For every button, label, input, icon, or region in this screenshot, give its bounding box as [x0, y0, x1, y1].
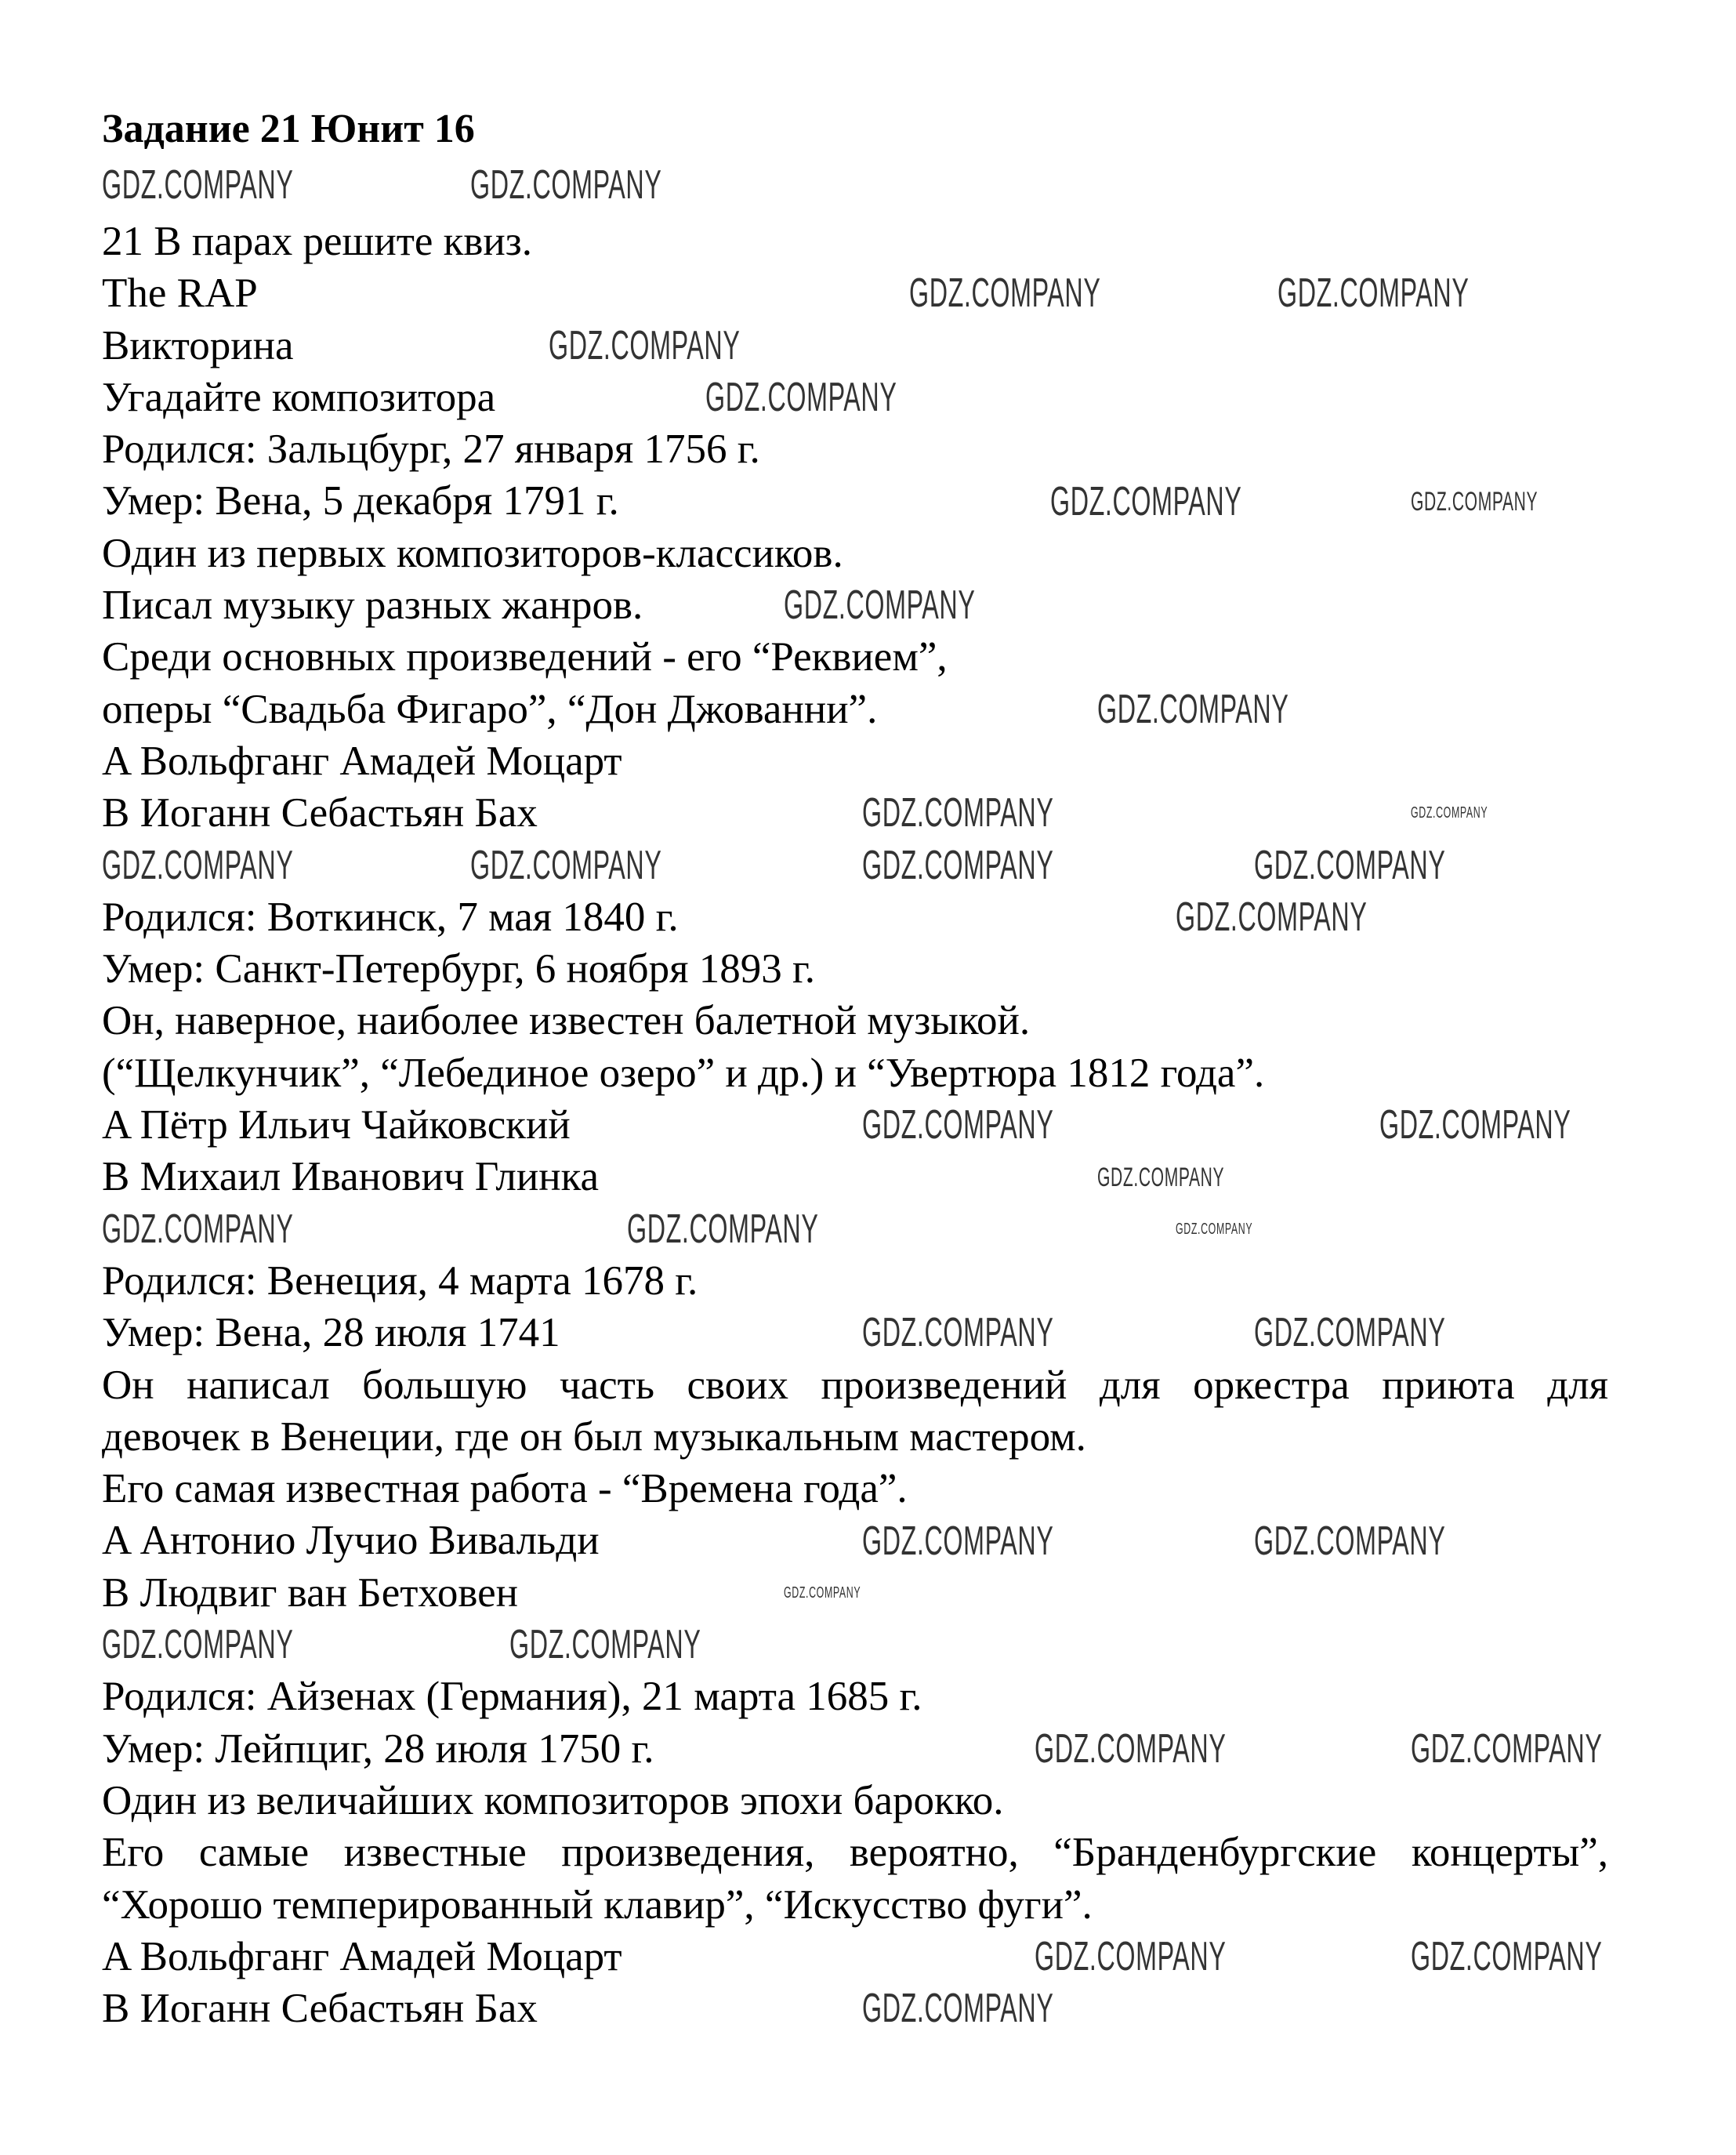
question-2	[102, 891, 1608, 1203]
watermark: GDZ.COMPANY	[102, 1622, 294, 1668]
page-title: Задание 21 Юнит 16	[102, 107, 475, 151]
question-line: Родился: Айзенах (Германия), 21 марта 1685 г.	[102, 1674, 922, 1720]
answer-option-a: A Антонио Лучио Вивальди	[102, 1518, 600, 1564]
question-1	[102, 423, 1608, 839]
watermark: GDZ.COMPANY	[1176, 1220, 1253, 1238]
section-label: The RAP	[102, 270, 258, 317]
question-line: Один из первых композиторов-классиков.	[102, 530, 843, 576]
quiz-heading: Викторина	[102, 322, 294, 368]
watermark: GDZ.COMPANY	[1035, 1725, 1227, 1772]
watermark: GDZ.COMPANY	[862, 1986, 1054, 2032]
watermark: GDZ.COMPANY	[1035, 1934, 1227, 1980]
watermark: GDZ.COMPANY	[705, 375, 897, 421]
watermark: GDZ.COMPANY	[784, 582, 976, 629]
watermark: GDZ.COMPANY	[549, 322, 741, 368]
watermark: GDZ.COMPANY	[1254, 1518, 1446, 1564]
question-line: “Хорошо темперированный клавир”, “Искусство фуги”.	[102, 1881, 1093, 1928]
question-4	[102, 1671, 1608, 2034]
watermark: GDZ.COMPANY	[102, 842, 294, 888]
watermark: GDZ.COMPANY	[470, 162, 662, 208]
watermark: GDZ.COMPANY	[909, 270, 1101, 317]
watermark: GDZ.COMPANY	[1411, 804, 1488, 822]
watermark: GDZ.COMPANY	[1411, 486, 1538, 517]
question-line: Умер: Санкт-Петербург, 6 ноября 1893 г.	[102, 946, 816, 992]
question-line: оперы “Свадьба Фигаро”, “Дон Джованни”.	[102, 686, 878, 732]
question-line: Один из величайших композиторов эпохи барокко.	[102, 1777, 1004, 1823]
question-line: Писал музыку разных жанров.	[102, 582, 643, 629]
question-line: Он написал большую часть своих произведений для оркестра приюта для	[102, 1362, 1608, 1408]
watermark: GDZ.COMPANY	[862, 842, 1054, 888]
question-line: Родился: Венеция, 4 марта 1678 г.	[102, 1257, 698, 1304]
watermark: GDZ.COMPANY	[862, 1518, 1054, 1564]
answer-option-b: B Иоганн Себастьян Бах	[102, 1986, 538, 2032]
question-line: Родился: Воткинск, 7 мая 1840 г.	[102, 894, 679, 940]
watermark: GDZ.COMPANY	[1411, 1725, 1603, 1772]
answer-option-a: A Вольфганг Амадей Моцарт	[102, 1933, 622, 1979]
task-instruction: 21 В парах решите квиз.	[102, 219, 532, 264]
watermark: GDZ.COMPANY	[1411, 1934, 1603, 1980]
answer-option-b: B Людвиг ван Бетховен	[102, 1569, 518, 1616]
watermark: GDZ.COMPANY	[1050, 478, 1242, 524]
question-line: Его самые известные произведения, вероятно, “Бранденбургские концерты”,	[102, 1830, 1608, 1876]
question-line: Умер: Вена, 5 декабря 1791 г.	[102, 478, 619, 524]
question-line: (“Щелкунчик”, “Лебединое озеро” и др.) и “Увертюра 1812 года”.	[102, 1050, 1265, 1096]
question-line: Его самая известная работа - “Времена года”.	[102, 1466, 908, 1512]
watermark: GDZ.COMPANY	[1278, 270, 1470, 317]
answer-option-b: B Михаил Иванович Глинка	[102, 1154, 600, 1200]
answer-option-b: B Иоганн Себастьян Бах	[102, 790, 538, 836]
watermark: GDZ.COMPANY	[862, 790, 1054, 836]
watermark: GDZ.COMPANY	[102, 162, 294, 208]
question-line: Он, наверное, наиболее известен балетной музыкой.	[102, 998, 1031, 1044]
watermark: GDZ.COMPANY	[1097, 686, 1289, 732]
watermark: GDZ.COMPANY	[1254, 842, 1446, 888]
answer-option-a: A Вольфганг Амадей Моцарт	[102, 738, 622, 784]
watermark: GDZ.COMPANY	[784, 1584, 861, 1602]
watermark: GDZ.COMPANY	[509, 1622, 701, 1668]
watermark: GDZ.COMPANY	[1379, 1102, 1571, 1148]
question-line: Умер: Вена, 28 июля 1741	[102, 1310, 560, 1356]
watermark: GDZ.COMPANY	[862, 1102, 1054, 1148]
question-line: Родился: Зальцбург, 27 января 1756 г.	[102, 426, 760, 473]
question-line: Умер: Лейпциг, 28 июля 1750 г.	[102, 1725, 654, 1772]
watermark: GDZ.COMPANY	[470, 842, 662, 888]
watermark: GDZ.COMPANY	[1097, 1162, 1225, 1192]
watermark: GDZ.COMPANY	[862, 1310, 1054, 1356]
question-line: девочек в Венеции, где он был музыкальным мастером.	[102, 1413, 1086, 1460]
watermark: GDZ.COMPANY	[1176, 894, 1368, 941]
watermark: GDZ.COMPANY	[627, 1206, 819, 1252]
watermark: GDZ.COMPANY	[1254, 1310, 1446, 1356]
watermark: GDZ.COMPANY	[102, 1206, 294, 1252]
quiz-subheading: Угадайте композитора	[102, 374, 496, 420]
question-line: Среди основных произведений - его “Реквием”,	[102, 634, 948, 680]
answer-option-a: A Пётр Ильич Чайковский	[102, 1102, 571, 1148]
